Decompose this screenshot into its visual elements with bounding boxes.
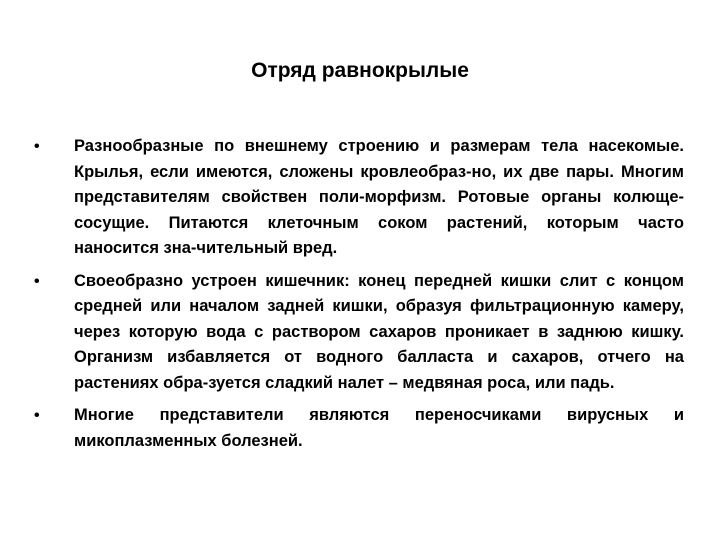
list-item: [34, 403, 684, 454]
bullet-text: Многие представители являются переносчиками вирусных и микоплазменных болезней.: [74, 406, 684, 450]
slide-title: Отряд равнокрылые: [251, 59, 469, 82]
bullet-icon: •: [34, 138, 40, 155]
bullet-icon: •: [34, 407, 40, 424]
list-item: [34, 269, 684, 397]
bullet-text: Своеобразно устроен кишечник: конец передней кишки слит с концом средней или началом задней кишки, образуя фильтрационную камеру, через которую вода с раствором сахаров проникает в заднюю кишку. Организм избавляется от водного балласта и сахаров, отчего на растениях обра-зуется сладкий налет – медвяная роса, или падь.: [74, 271, 684, 392]
bullet-icon: •: [34, 272, 40, 290]
bullet-text: Разнообразные по внешнему строению и размерам тела насекомые. Крылья, если имеются, сложены кровлеобраз-но, их две пары. Многим представителям свойствен поли-морфизм. Ротовые органы колюще-сосущие. Питаются клеточным соком растений, которым часто наносится зна-чительный вред.: [74, 137, 684, 257]
list-item: [34, 134, 684, 262]
bullet-list: [34, 134, 684, 461]
